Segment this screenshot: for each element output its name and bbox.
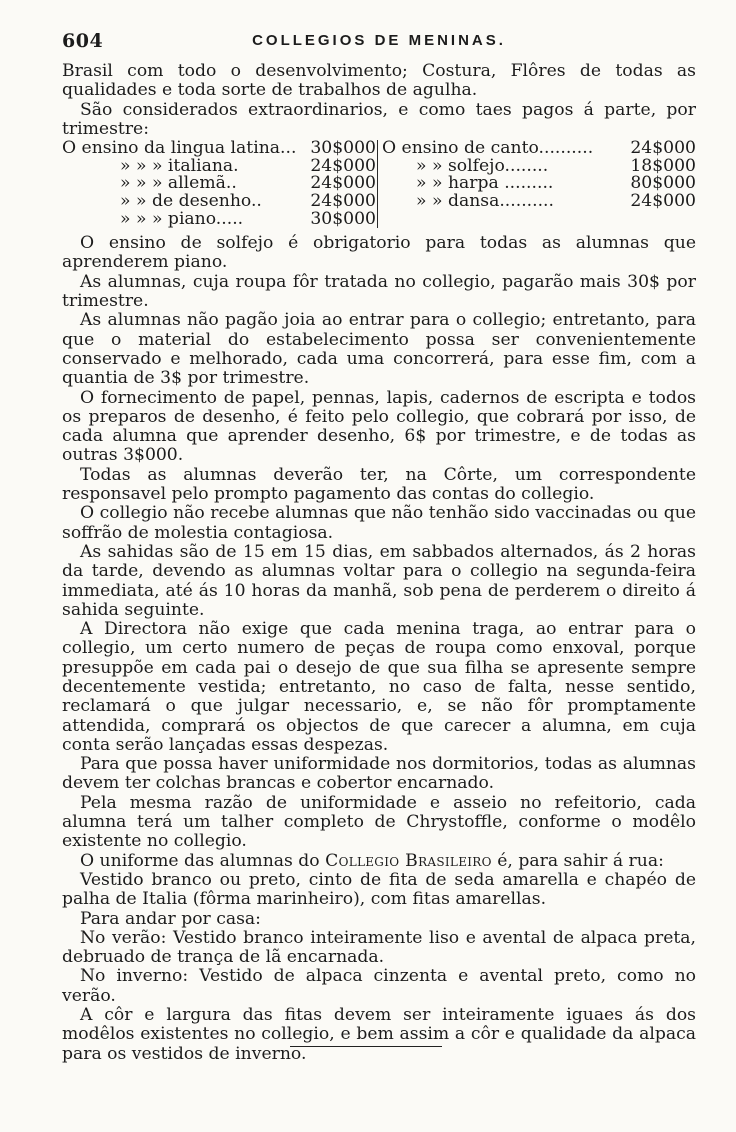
- fee-label: » » de desenho..: [120, 192, 262, 211]
- fee-amount: 24$000: [630, 190, 696, 211]
- fee-label: » » harpa .........: [416, 175, 554, 193]
- fee-amount: 24$000: [310, 173, 376, 194]
- fee-amount: 24$000: [630, 138, 696, 159]
- uniform-intro-after: é, para sahir á rua:: [497, 850, 664, 871]
- fee-row: [62, 208, 376, 229]
- page-number: 604: [62, 30, 104, 52]
- uniform-intro-before: O uniforme das alumnas do: [80, 850, 320, 871]
- page-body: [62, 62, 696, 1064]
- paragraph-outings: As sahidas são de 15 em 15 dias, em sabbados alternados, ás 2 horas da tarde, devendo as alumnas voltar para o collegio na segunda-feira immediata, até ás 10 horas da manhã, sob pena de perderem o direito á sahida seguinte.: [62, 541, 696, 620]
- fee-amount: 30$000: [310, 208, 376, 229]
- fee-amount: 18$000: [630, 155, 696, 176]
- paragraph-laundry: As alumnas, cuja roupa fôr tratada no collegio, pagarão mais 30$ por trimestre.: [62, 271, 696, 312]
- fee-amount: 80$000: [630, 173, 696, 194]
- paragraph-home-intro: Para andar por casa:: [80, 908, 261, 929]
- fee-label: » » » italiana.: [120, 157, 239, 176]
- section-divider: [290, 1046, 442, 1047]
- paragraph-closing: A côr e largura das fitas devem ser inteiramente iguaes ás dos modêlos existentes no collegio, e bem assim a côr e qualidade da alpaca para os vestidos de inverno.: [62, 1005, 696, 1064]
- fee-label: » » solfejo........: [416, 157, 549, 176]
- paragraph-street-uniform: Vestido branco ou preto, cinto de fita de seda amarella e chapéo de palha de Italia (fôrma marinheiro), com fitas amarellas.: [62, 869, 696, 910]
- page-header: [62, 30, 696, 52]
- fee-amount: 30$000: [310, 138, 376, 159]
- fee-column-left: [62, 140, 378, 228]
- paragraph-summer: No verão: Vestido branco inteiramente liso e avental de alpaca preta, debruado de trança de lã encarnada.: [62, 927, 696, 968]
- paragraph-extras-intro: São considerados extraordinarios, e como taes pagos á parte, por trimestre:: [62, 99, 696, 139]
- fee-table: [62, 140, 696, 228]
- college-name: Collegio Brasileiro: [325, 850, 492, 871]
- paragraph-dormitory: Para que possa haver uniformidade nos dormitorios, todas as alumnas devem ter colchas brancas e cobertor encarnado.: [62, 754, 696, 794]
- paragraph-solfejo: O ensino de solfejo é obrigatorio para todas as alumnas que aprenderem piano.: [62, 233, 696, 273]
- fee-label: O ensino de canto..........: [382, 140, 594, 158]
- fee-label: » » » piano.....: [120, 210, 244, 229]
- fee-amount: 24$000: [310, 190, 376, 211]
- fee-row: [382, 190, 696, 211]
- paragraph-stationery: O fornecimento de papel, pennas, lapis, cadernos de escripta e todos os preparos de desenho, é feito pelo collegio, que cobrará por isso, de cada alumna que aprender desenho, 6$ por trimestre, e de todas as outras 3$000.: [62, 387, 696, 466]
- paragraph-curriculum: Brasil com todo o desenvolvimento; Costura, Flôres de todas as qualidades e toda sorte de trabalhos de agulha.: [62, 61, 696, 101]
- paragraph-vaccination: O collegio não recebe alumnas que não tenhão sido vaccinadas ou que soffrão de molestia contagiosa.: [62, 503, 696, 543]
- paragraph-trousseau: A Directora não exige que cada menina traga, ao entrar para o collegio, um certo numero de peças de roupa como enxoval, porque presuppõe em cada pai o desejo de que sua filha se apresente sempre decentemente vestida; entretanto, no caso de falta, nesse sentido, reclamará o que julgar necessario, e, se não fôr promptamente attendida, comprará os objectos de que carecer a alumna, em cuja conta serão lançadas essas despezas.: [62, 619, 696, 755]
- fee-row: [62, 190, 376, 211]
- paragraph-uniform-intro: [62, 852, 696, 871]
- paragraph-correspondent: Todas as alumnas deverão ter, na Côrte, um correspondente responsavel pelo prompto pagamento das contas do collegio.: [62, 464, 696, 505]
- paragraph-cutlery: Pela mesma razão de uniformidade e asseio no refeitorio, cada alumna terá um talher completo de Chrystoffle, conforme o modêlo existente no collegio.: [62, 792, 696, 852]
- paragraph-materials-fee: As alumnas não pagão joia ao entrar para o collegio; entretanto, para que o material do estabelecimento possa ser convenientemente conservado e melhorado, cada uma concorrerá, para esse fim, com a quantia de 3$ por trimestre.: [62, 310, 696, 389]
- fee-label: » » » allemã..: [120, 175, 237, 193]
- fee-column-right: [378, 140, 696, 228]
- fee-label: » » dansa..........: [416, 192, 554, 211]
- fee-amount: 24$000: [310, 155, 376, 176]
- running-title: COLLEGIOS DE MENINAS.: [252, 32, 506, 49]
- paragraph-winter: No inverno: Vestido de alpaca cinzenta e avental preto, como no verão.: [62, 966, 696, 1006]
- fee-label: O ensino da lingua latina...: [62, 140, 297, 158]
